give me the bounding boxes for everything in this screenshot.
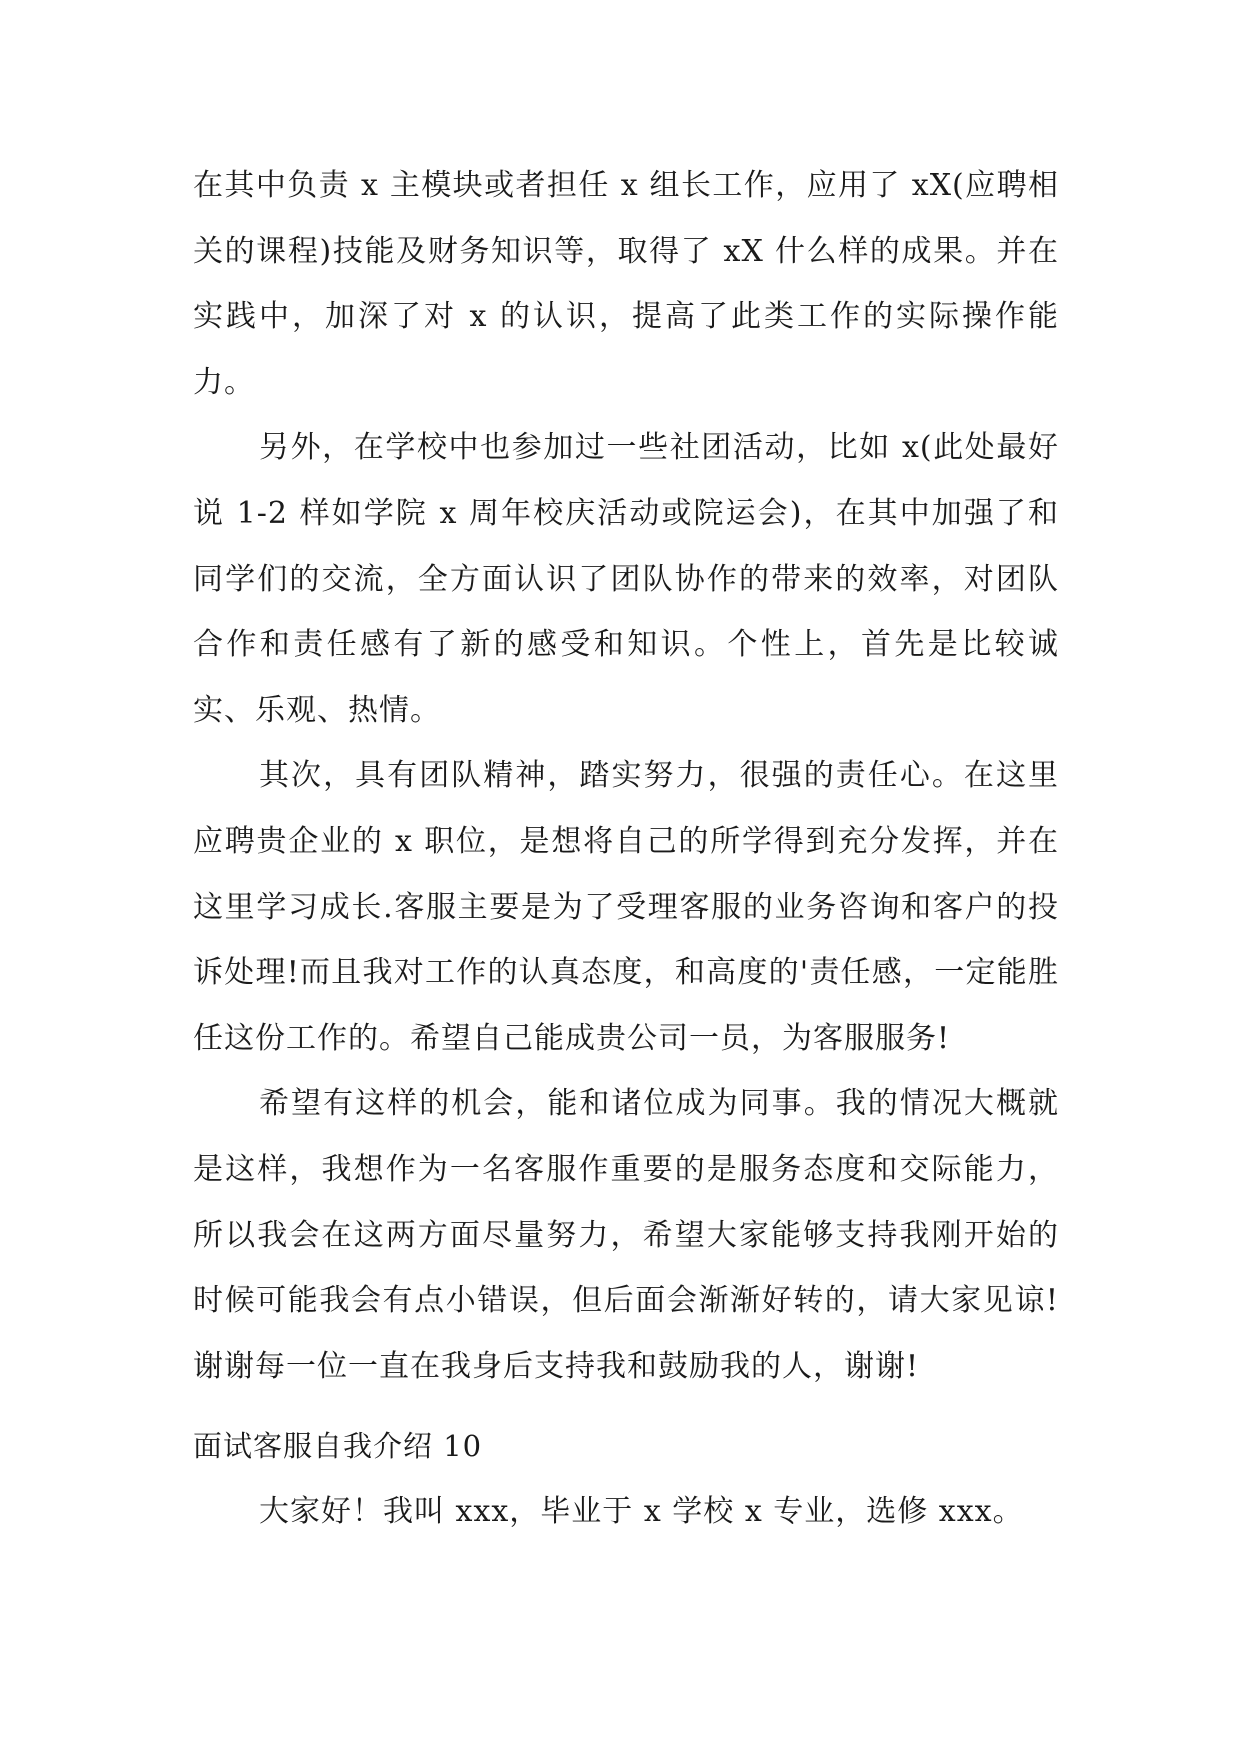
paragraph-qualities: 其次，具有团队精神，踏实努力，很强的责任心。在这里应聘贵企业的 x 职位，是想将自己的所学得到充分发挥，并在这里学习成长.客服主要是为了受理客服的业务咨询和客户的投诉处理!而且我对工作的认真态度，和高度的'责任感，一定能胜任这份工作的。希望自己能成贵公司一员，为客服服务!: [193, 758, 1059, 1056]
paragraph-greeting: 大家好！我叫 xxx，毕业于 x 学校 x 专业，选修 xxx。: [259, 1494, 1024, 1529]
section-body-text: [193, 1479, 1059, 1545]
section-heading: 面试客服自我介绍 10: [193, 1429, 483, 1463]
paragraph-continued: 在其中负责 x 主模块或者担任 x 组长工作，应用了 xX(应聘相关的课程)技能及财务知识等，取得了 xX 什么样的成果。并在实践中，加深了对 x 的认识，提高了此类工作的实际操作能力。: [193, 168, 1059, 400]
paragraph-clubs: 另外，在学校中也参加过一些社团活动，比如 x(此处最好说 1-2 样如学院 x 周年校庆活动或院运会)，在其中加强了和同学们的交流，全方面认识了团队协作的带来的效率，对团队合作和责任感有了新的感受和知识。个性上，首先是比较诚实、乐观、热情。: [193, 430, 1059, 728]
paragraph-closing: 希望有这样的机会，能和诸位成为同事。我的情况大概就是这样，我想作为一名客服作重要的是服务态度和交际能力，所以我会在这两方面尽量努力，希望大家能够支持我刚开始的时候可能我会有点小错误，但后面会渐渐好转的，请大家见谅!谢谢每一位一直在我身后支持我和鼓励我的人，谢谢!: [193, 1086, 1059, 1384]
body-text: [193, 153, 1059, 1399]
